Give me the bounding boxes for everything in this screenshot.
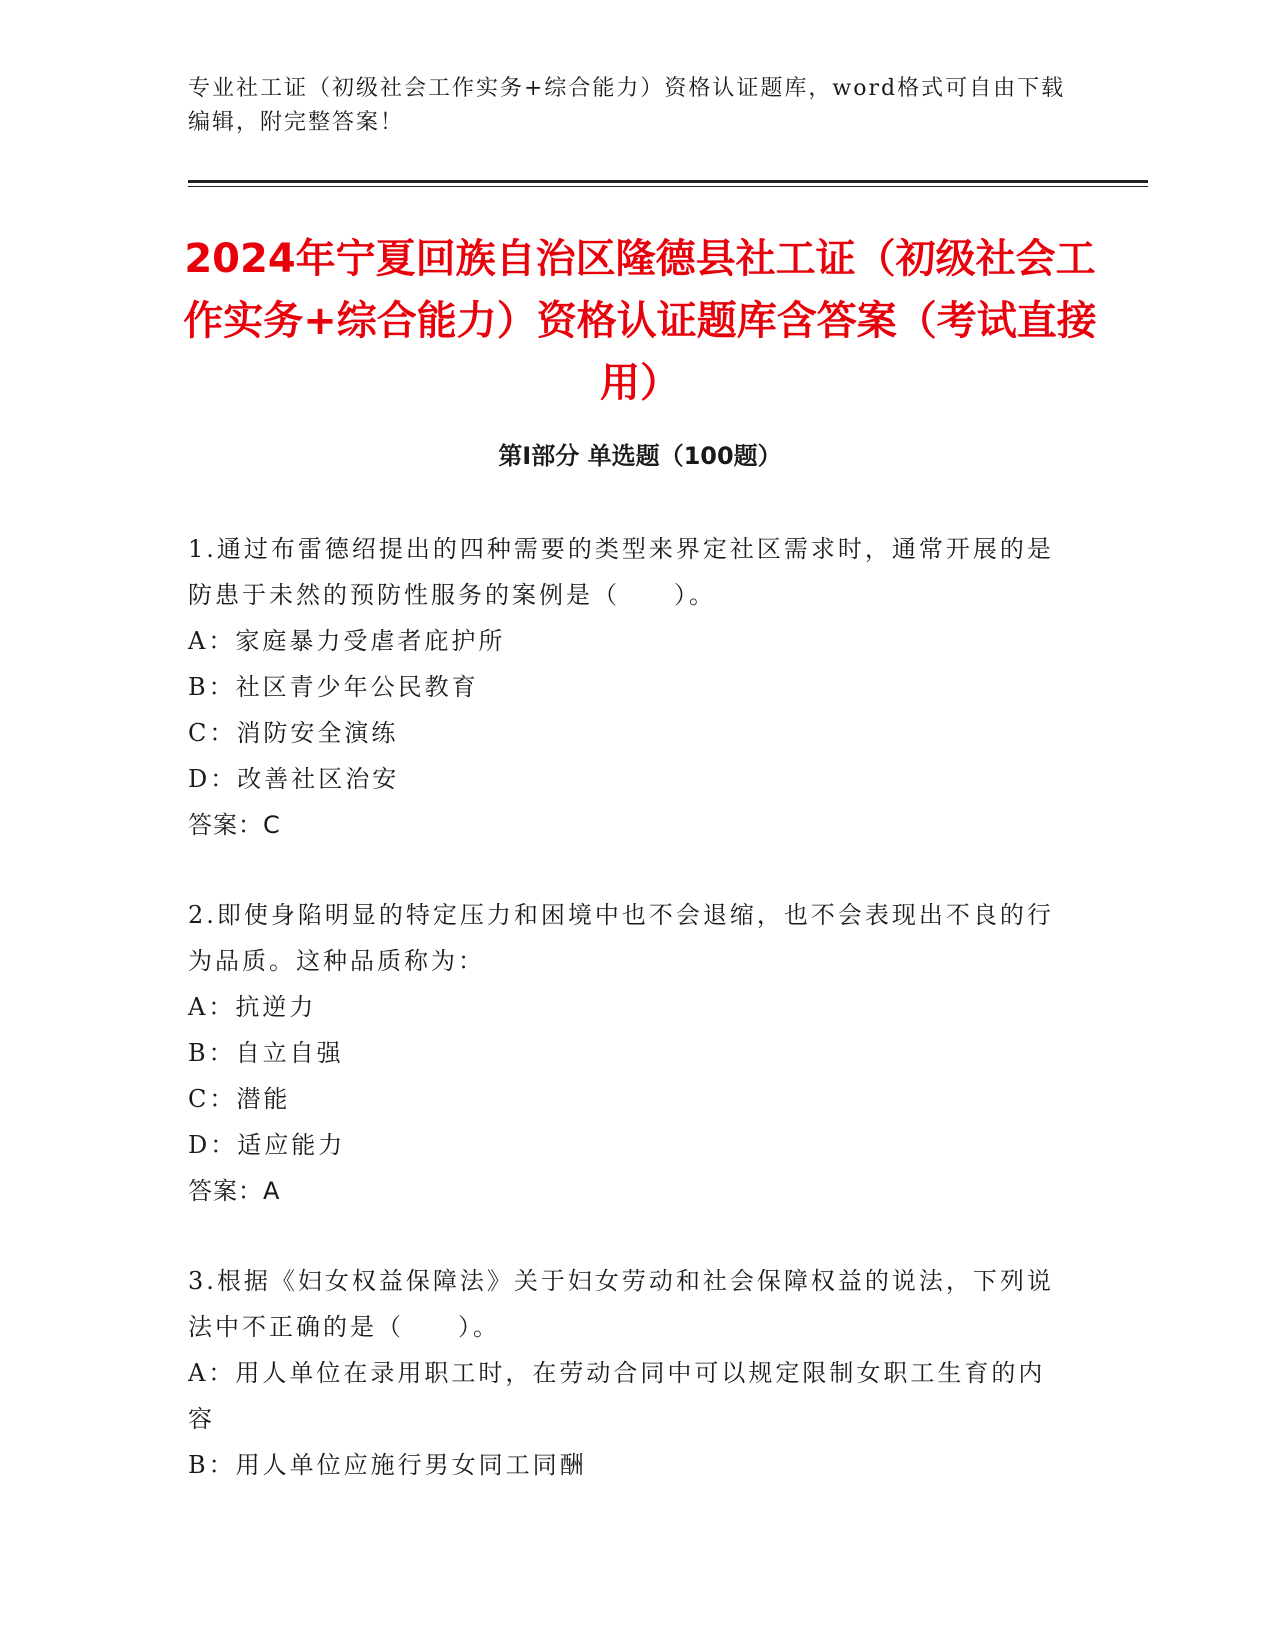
document-title: 2024年宁夏回族自治区隆德县社工证（初级社会工作实务+综合能力）资格认证题库含答案（考试直接用） bbox=[183, 236, 1097, 406]
question-list bbox=[188, 526, 1068, 1532]
option-a: A：家庭暴力受虐者庇护所 bbox=[188, 627, 506, 655]
question-stem: 2.即使身陷明显的特定压力和困境中也不会退缩，也不会表现出不良的行为品质。这种品质称为： bbox=[188, 901, 1054, 975]
question-1 bbox=[188, 526, 1068, 848]
answer-line: 答案：A bbox=[188, 1177, 281, 1205]
answer-line: 答案：C bbox=[188, 811, 281, 839]
option-c: C：消防安全演练 bbox=[188, 719, 399, 747]
question-stem: 1.通过布雷德绍提出的四种需要的类型来界定社区需求时，通常开展的是防患于未然的预防性服务的案例是（ ）。 bbox=[188, 535, 1054, 609]
question-3 bbox=[188, 1258, 1068, 1488]
option-b: B：自立自强 bbox=[188, 1039, 344, 1067]
section-title: 第Ⅰ部分 单选题（100题） bbox=[498, 442, 782, 470]
option-b: B：用人单位应施行男女同工同酬 bbox=[188, 1451, 587, 1479]
question-2 bbox=[188, 892, 1068, 1214]
question-stem: 3.根据《妇女权益保障法》关于妇女劳动和社会保障权益的说法，下列说法中不正确的是（ ）。 bbox=[188, 1267, 1054, 1341]
option-d: D：改善社区治安 bbox=[188, 765, 400, 793]
option-a: A：抗逆力 bbox=[188, 993, 317, 1021]
option-c: C：潜能 bbox=[188, 1085, 291, 1113]
option-b: B：社区青少年公民教育 bbox=[188, 673, 479, 701]
header-divider-thick bbox=[188, 180, 1148, 183]
option-d: D：适应能力 bbox=[188, 1131, 346, 1159]
header-divider-thin bbox=[188, 186, 1148, 187]
header-note: 专业社工证（初级社会工作实务+综合能力）资格认证题库，word格式可自由下载编辑，附完整答案！ bbox=[188, 76, 1066, 135]
option-a: A：用人单位在录用职工时，在劳动合同中可以规定限制女职工生育的内容 bbox=[188, 1359, 1046, 1433]
